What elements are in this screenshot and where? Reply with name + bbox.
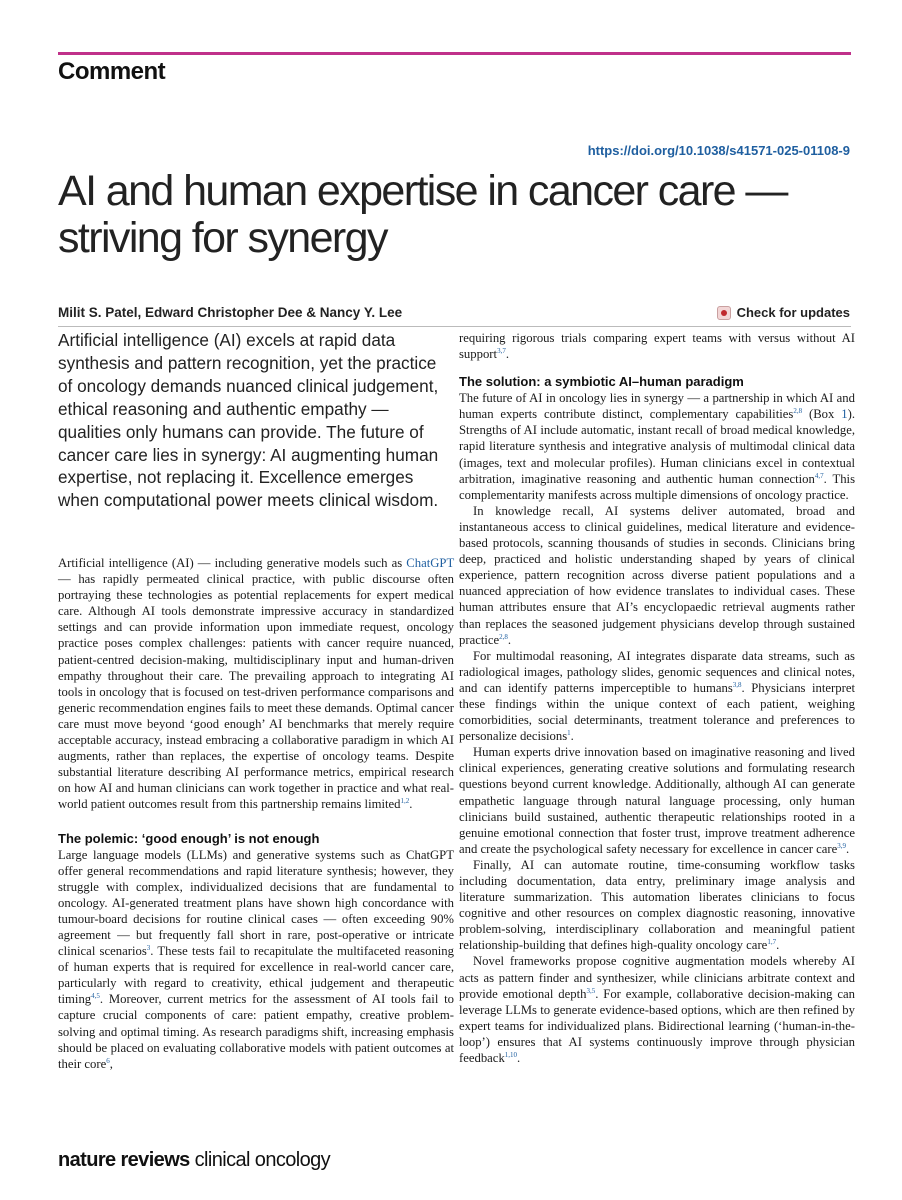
citation[interactable]: 1,7 (767, 938, 777, 947)
multimodal-paragraph: For multimodal reasoning, AI integrates disparate data streams, such as radiological images, pathology slides, genomic sequences and clinical notes, and can identify patterns imperceptible to humans$^{3,8}$. Physicians interpret these findings within the unique context of each patient, weighing comorbidities, social determinants, treatment tolerance and preferences to personalize decisions$^1$. (459, 648, 855, 744)
column-left (58, 555, 454, 1072)
polemic-paragraph: Large language models (LLMs) and generative systems such as ChatGPT offer general recommendations and rapid literature synthesis; however, they struggle with complex, individualized decisions that are fundamental to oncology. AI-generated treatment plans have shown high concordance with tumour-board decisions for routine clinical cases — often exceeding 90% agreement — but frequently fall short in rare, post-operative or intricate clinical scenarios$^3$. These tests fail to recapitulate the multifaceted reasoning of human experts that is required for excellence in real-world cancer care, particularly with regard to creativity, ethical judgement and therapeutic timing$^{4,5}$. Moreover, current metrics for the assessment of AI tools fail to capture crucial components of care: patient empathy, creative problem-solving and optimal timing. As research paradigms shift, increasing emphasis should be placed on evaluating collaborative models with patient outcomes at their core$^6$, (58, 847, 454, 1071)
citation[interactable]: 1,2 (400, 797, 410, 806)
automation-paragraph: Finally, AI can automate routine, time-consuming workflow tasks including documentation, data entry, preliminary image analysis and literature summarization. This automation liberates clinicians to focus cognitive and other resources on complex diagnostic reasoning, innovative problem-solving, interdisciplinary collaboration and meaningful patient relationship-building that defines high-quality oncology care$^{1,7}$. (459, 857, 855, 953)
check-for-updates-label: Check for updates (736, 305, 850, 320)
knowledge-recall-paragraph: In knowledge recall, AI systems deliver automated, broad and instantaneous access to clinical guidelines, medical literature and evidence-based protocols, scanning thousands of studies in seconds. Clinicians bring deep, practiced and holistic understanding shaped by years of clinical experience, pattern recognition across diverse patient populations and a nuanced appreciation of how evidence translates to individual cases. These human attributes ensure that AI’s encyclopaedic retrieval augments rather than replaces the seasoned judgement physicians develop through sustained practice$^{2,8}$. (459, 503, 855, 647)
continued-paragraph: requiring rigorous trials comparing expert teams with versus without AI support$^{3,7}$. (459, 331, 855, 362)
check-for-updates-button[interactable] (717, 305, 850, 320)
citation[interactable]: 2,8 (499, 632, 508, 641)
citation[interactable]: 2,8 (793, 407, 803, 416)
human-experts-paragraph: Human experts drive innovation based on imaginative reasoning and lived clinical experiences, generating creative solutions and formulating research questions beyond current knowledge. Additionally, although AI can generate empathetic language through natural language processing, only human clinicians build sustained, authentic therapeutic relationships rooted in a genuine emotional connection that foster trust, improve treatment adherence and create the psychological safety necessary for excellence in cancer care$^{3,9}$. (459, 745, 855, 856)
citation[interactable]: 3,5 (586, 986, 596, 995)
citation[interactable]: 4,7 (814, 471, 824, 480)
column-right (459, 330, 855, 1066)
chatgpt-link[interactable]: ChatGPT (406, 556, 454, 570)
standfirst: Artificial intelligence (AI) excels at rapid data synthesis and pattern recognition, yet the practice of oncology demands nuanced clinical judgement, ethical reasoning and authentic empathy — qualities only humans can provide. The future of cancer care lies in synergy: AI augmenting human expertise, not replacing it. Excellence emerges when computational power meets clinical wisdom. (58, 330, 439, 511)
header-divider (58, 326, 851, 327)
section-rule (58, 52, 851, 55)
section-label: Comment (58, 58, 166, 85)
doi-link[interactable]: https://doi.org/10.1038/s41571-025-01108-9 (587, 143, 850, 158)
intro-paragraph: Artificial intelligence (AI) — including generative models such as ChatGPT — has rapidly permeated clinical practice, with public discourse often portraying these technologies as potential replacements for expert medical care. Although AI tools demonstrate impressive accuracy in standardized settings and can provide information upon immediate request, oncology practice poses complex challenges: patients with cancer require nuanced, patient-centred decision-making, multidisciplinary input and human-driven empathy throughout their care. The prevailing approach to integrating AI tools in oncology that is focused on test-driven performance comparisons and generic recommendation engines fails to meet these demands. Optimal cancer care must move beyond ‘good enough’ AI benchmarks that merely require acceptable accuracy, instead embracing a collaborative paradigm in which AI augments, rather than replaces, the expertise of oncology teams. Despite substantial literature describing AI performance metrics, empirical research on how AI and human clinicians can work together in practice and what real-world patient outcomes result from this partnership remains limited$^{1,2}$. (58, 556, 454, 812)
box-link[interactable]: 1 (841, 407, 848, 422)
citation[interactable]: 4,5 (91, 992, 100, 1001)
journal-logo: nature reviews clinical oncology (58, 1149, 331, 1171)
author-list: Milit S. Patel, Edward Christopher Dee & Nancy Y. Lee (58, 305, 403, 320)
citation[interactable]: 3,7 (497, 346, 506, 355)
citation[interactable]: 6 (106, 1056, 110, 1065)
article-title: AI and human expertise in cancer care — striving for synergy (58, 167, 787, 262)
section-heading-polemic: The polemic: ‘good enough’ is not enough (58, 830, 320, 846)
citation[interactable]: 3 (146, 943, 151, 952)
solution-paragraph: The future of AI in oncology lies in synergy — a partnership in which AI and human experts contribute distinct, complementary capabilities$^{2,8}$ (Box 1). Strengths of AI include automatic, instant recall of broad medical knowledge, rapid literature synthesis and integrative analysis of multimodal clinical data (images, text and molecular profiles). Human clinicians excel in contextual arbitration, imaginative reasoning and authentic human connection$^{4,7}$. This complementarity manifests across multiple dimensions of oncology practice. (459, 391, 856, 502)
citation[interactable]: 3,9 (837, 841, 847, 850)
citation[interactable]: 1 (567, 728, 571, 737)
citation[interactable]: 3,8 (732, 680, 742, 689)
updates-icon (717, 306, 731, 320)
frameworks-paragraph: Novel frameworks propose cognitive augmentation models whereby AI acts as pattern finder and synthesizer, while clinicians arbitrate context and provide emotional depth$^{3,5}$. For example, collaborative decision-making can leverage LLMs to generate evidence-based options, which are then refined by expert teams for individualized plans. Bidirectional learning (‘human-in-the-loop’) ensures that AI systems continuously improve through physician feedback$^{1,10}$. (459, 954, 855, 1066)
citation[interactable]: 1,10 (504, 1050, 518, 1059)
section-heading-solution: The solution: a symbiotic AI–human paradigm (459, 374, 744, 390)
